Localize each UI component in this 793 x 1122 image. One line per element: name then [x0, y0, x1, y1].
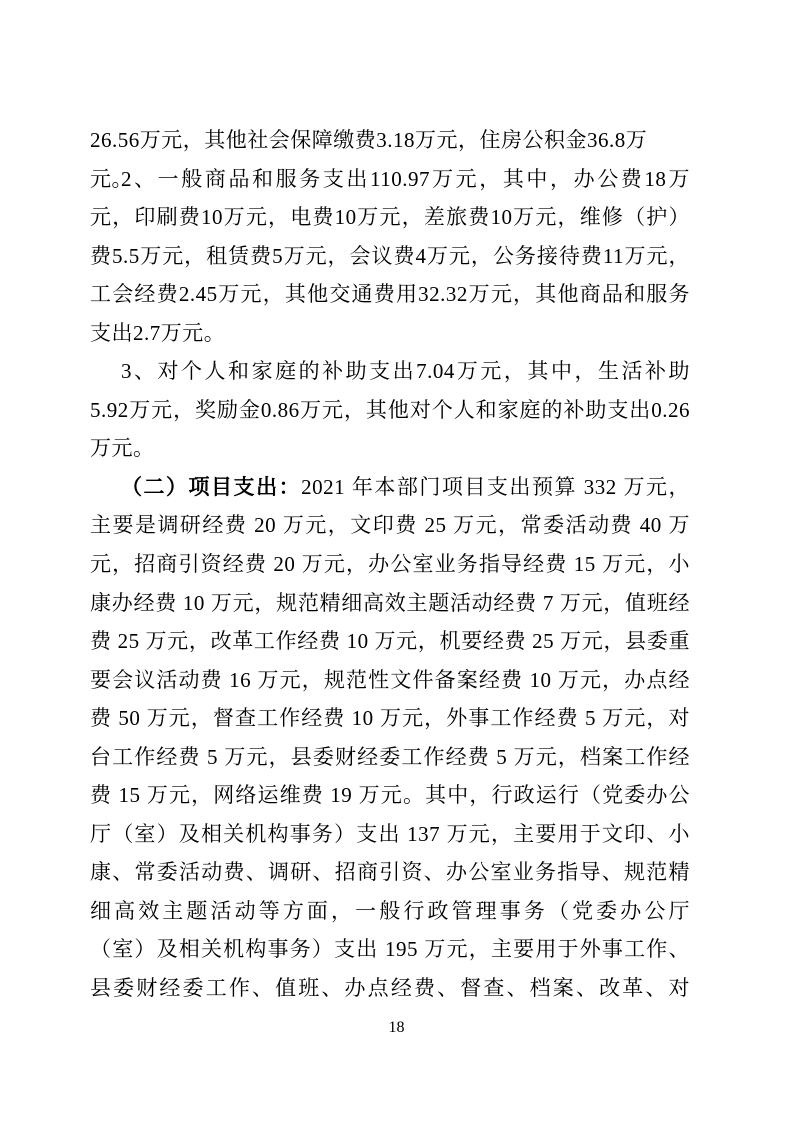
text-line: 5.92万元，奖励金0.86万元，其他对个人和家庭的补助支出0.26 [90, 397, 690, 422]
text-line: 康办经费 10 万元，规范精细高效主题活动经费 7 万元，值班经 [90, 590, 690, 615]
text-line: 细高效主题活动等方面，一般行政管理事务（党委办公厅 [90, 898, 690, 923]
text-line: 主要是调研经费 20 万元，文印费 25 万元，常委活动费 40 万 [90, 513, 690, 538]
text-line: 厅（室）及相关机构事务）支出 137 万元，主要用于文印、小 [90, 821, 690, 846]
text-line: 费 25 万元，改革工作经费 10 万元，机要经费 25 万元，县委重 [90, 629, 690, 654]
text-line: 台工作经费 5 万元，县委财经委工作经费 5 万元，档案工作经 [90, 744, 690, 769]
text-line: （室）及相关机构事务）支出 195 万元，主要用于外事工作、 [90, 937, 690, 962]
text-line: 元，印刷费10万元，电费10万元，差旅费10万元，维修（护） [90, 205, 690, 230]
text-line: 费 50 万元，督查工作经费 10 万元，外事工作经费 5 万元，对 [90, 706, 690, 731]
page-number: 18 [388, 1019, 405, 1036]
document-body [90, 121, 690, 1008]
text-line: 26.56万元，其他社会保障缴费3.18万元，住房公积金36.8万元。 [90, 128, 648, 191]
section-heading: （二）项目支出： [121, 474, 302, 499]
text-line: 康、常委活动费、调研、招商引资、办公室业务指导、规范精 [90, 860, 690, 885]
text-line: 要会议活动费 16 万元，规范性文件备案经费 10 万元，办点经 [90, 667, 690, 692]
text-line: 工会经费2.45万元，其他交通费用32.32万元，其他商品和服务 [90, 282, 690, 307]
text-line: 费5.5万元，租赁费5万元，会议费4万元，公务接待费11万元， [90, 243, 690, 268]
text-line: 万元。 [90, 436, 155, 461]
text-line: 2、一般商品和服务支出110.97万元，其中，办公费18万 [121, 166, 690, 191]
text-line: 费 15 万元，网络运维费 19 万元。其中，行政运行（党委办公 [90, 783, 690, 808]
text-line: 元，招商引资经费 20 万元，办公室业务指导经费 15 万元，小 [90, 552, 690, 577]
text-line: （二）项目支出：2021 年本部门项目支出预算 332 万元， [121, 474, 691, 499]
text-line: 县委财经委工作、值班、办点经费、督查、档案、改革、对 [90, 976, 690, 1001]
text-line: 支出2.7万元。 [90, 320, 226, 345]
text-line: 3、对个人和家庭的补助支出7.04万元，其中，生活补助 [121, 359, 690, 384]
